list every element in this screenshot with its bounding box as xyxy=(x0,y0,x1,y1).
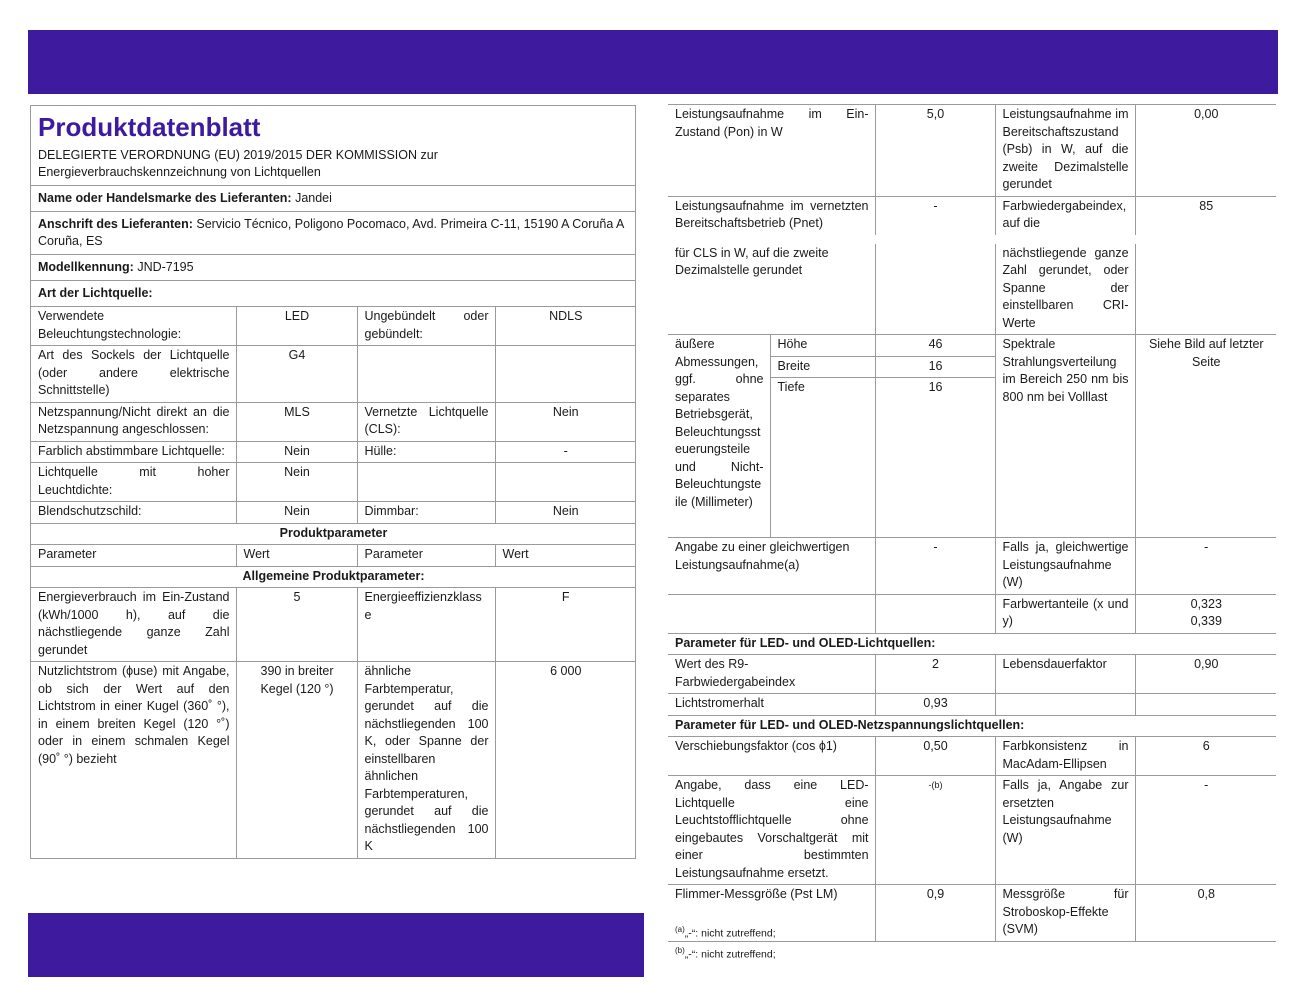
cell: 6 000 xyxy=(495,662,635,858)
table-row xyxy=(31,502,635,524)
cri-label-a: Farbwiedergabeindex, auf die xyxy=(995,196,1135,235)
bottom-banner xyxy=(28,913,644,977)
psb-label: Leistungsaufnahme im Bereitschaftszustand (Psb) in W, auf die zweite Dezimalstelle gerundet xyxy=(995,105,1135,197)
column-header: Wert xyxy=(495,545,635,567)
table-row xyxy=(668,105,1276,197)
footnote-b-text: „-“: nicht zutreffend; xyxy=(684,948,776,961)
svm-value: 0,8 xyxy=(1135,885,1276,942)
supplier-address-label: Anschrift des Lieferanten: xyxy=(38,217,193,231)
cell: Verwendete Beleuchtungstechnologie: xyxy=(31,307,236,346)
section-row xyxy=(668,715,1276,737)
section-row xyxy=(31,566,635,588)
table-row xyxy=(668,737,1276,776)
pnet-label-a: Leistungsaufnahme im vernetzten Bereitschaftsbetrieb (Pnet) xyxy=(668,196,875,235)
cell: ähnliche Farbtemperatur, gerundet auf die nächstliegenden 100 K, oder Spanne der einstellbaren ähnlichen Farbtemperaturen, gerundet auf die nächstliegenden 100 K xyxy=(357,662,495,858)
product-datasheet-right xyxy=(668,104,1276,942)
cell: Nein xyxy=(236,502,357,524)
cell: 390 in breiter Kegel (120 °) xyxy=(236,662,357,858)
cell: Art des Sockels der Lichtquelle (oder andere elektrische Schnittstelle) xyxy=(31,346,236,403)
cell: Hülle: xyxy=(357,441,495,463)
cell: G4 xyxy=(236,346,357,403)
cell: Netzspannung/Nicht direkt an die Netzspannung angeschlossen: xyxy=(31,402,236,441)
pon-label: Leistungsaufnahme im Ein-Zustand (Pon) in W xyxy=(668,105,875,197)
lifetime-label: Lebensdauerfaktor xyxy=(995,655,1135,694)
cell: Energieeffizienzklasse xyxy=(357,588,495,662)
dim-value: 16 xyxy=(875,378,995,538)
light-source-heading: Art der Lichtquelle: xyxy=(38,286,153,300)
consistency-value: 6 xyxy=(1135,737,1276,776)
product-datasheet-left xyxy=(30,105,636,859)
r9-label: Wert des R9-Farbwiedergabeindex xyxy=(668,655,875,694)
dim-name: Tiefe xyxy=(770,378,875,538)
cell: - xyxy=(495,441,635,463)
cell: F xyxy=(495,588,635,662)
cell xyxy=(995,694,1135,716)
table-row xyxy=(668,335,1276,357)
table-row xyxy=(31,307,635,346)
mains-parameters-heading: Parameter für LED- und OLED-Netzspannungslichtquellen: xyxy=(668,715,1276,737)
chroma-y: 0,339 xyxy=(1190,614,1222,628)
cell xyxy=(875,244,995,335)
led-parameters-heading: Parameter für LED- und OLED-Lichtquellen: xyxy=(668,633,1276,655)
supplier-address-value: Servicio Técnico, Poligono Pocomaco, Avd. Primeira C-11, 15190 A Coruña A Coruña, ES xyxy=(38,217,624,248)
pnet-value: - xyxy=(875,196,995,235)
shift-value: 0,50 xyxy=(875,737,995,776)
lumen-value: 0,93 xyxy=(875,694,995,716)
light-source-heading-row xyxy=(31,280,635,306)
section-row xyxy=(31,523,635,545)
footnote-a xyxy=(675,925,776,940)
shift-label: Verschiebungsfaktor (cos ϕ1) xyxy=(668,737,875,776)
svm-label: Messgröße für Stroboskop-Effekte (SVM) xyxy=(995,885,1135,942)
supplier-address-row xyxy=(31,211,635,254)
cri-value: 85 xyxy=(1135,196,1276,235)
chroma-x: 0,323 xyxy=(1190,596,1222,611)
pon-value: 5,0 xyxy=(875,105,995,197)
cell: Lichtquelle mit hoher Leuchtdichte: xyxy=(31,463,236,502)
dim-value: 46 xyxy=(875,335,995,357)
cell: Dimmbar: xyxy=(357,502,495,524)
parameters-table xyxy=(668,244,1276,942)
table-row xyxy=(668,538,1276,595)
replace-value: -(b) xyxy=(875,776,995,885)
column-header: Wert xyxy=(236,545,357,567)
cell xyxy=(1135,244,1276,335)
flicker-value: 0,9 xyxy=(875,885,995,942)
column-header: Parameter xyxy=(31,545,236,567)
cri-label-b: nächstliegende ganze Zahl gerundet, oder Spanne der einstellbaren CRI-Werte xyxy=(995,244,1135,335)
table-row xyxy=(668,776,1276,885)
cell: Nein xyxy=(236,463,357,502)
chroma-label: Farbwertanteile (x und y) xyxy=(995,594,1135,633)
model-row xyxy=(31,254,635,280)
cell: Nutzlichtstrom (ϕuse) mit Angabe, ob sich der Wert auf den Lichtstrom in einer Kugel (360˚ °), in einem breiten Kegel (120 °˚) oder in einem schmalen Kegel (90˚ °) bezieht xyxy=(31,662,236,858)
cell: Nein xyxy=(495,502,635,524)
supplier-name-value: Jandei xyxy=(295,191,332,205)
supplier-name-label: Name oder Handelsmarke des Lieferanten: xyxy=(38,191,292,205)
section-row xyxy=(668,633,1276,655)
pnet-label-b: für CLS in W, auf die zweite Dezimalstelle gerundet xyxy=(668,244,875,335)
equiv-label-text: Angabe zu einer gleichwertigen Leistungsaufnahme(a) xyxy=(675,540,850,572)
cell: MLS xyxy=(236,402,357,441)
cell: Ungebündelt oder gebündelt: xyxy=(357,307,495,346)
dimensions-label: äußere Abmessungen, ggf. ohne separates Betriebsgerät, Beleuchtungssteuerungsteile und Nicht-Beleuchtungsteile (Millimeter) xyxy=(668,335,770,538)
column-header: Parameter xyxy=(357,545,495,567)
consistency-label: Farbkonsistenz in MacAdam-Ellipsen xyxy=(995,737,1135,776)
cell: Energieverbrauch im Ein-Zustand (kWh/1000 h), auf die nächstliegende ganze Zahl gerundet xyxy=(31,588,236,662)
flicker-label: Flimmer-Messgröße (Pst LM) xyxy=(668,885,875,942)
table-row xyxy=(31,441,635,463)
cell xyxy=(495,463,635,502)
cell: Farblich abstimmbare Lichtquelle: xyxy=(31,441,236,463)
cell: Nein xyxy=(236,441,357,463)
table-row xyxy=(668,196,1276,235)
cell: Vernetzte Lichtquelle (CLS): xyxy=(357,402,495,441)
regulation-text: DELEGIERTE VERORDNUNG (EU) 2019/2015 DER KOMMISSION zur Energieverbrauchskennzeichnung von Lichtquellen xyxy=(38,148,438,179)
footnote-a-mark: (a) xyxy=(675,925,685,934)
page-title: Produktdatenblatt xyxy=(38,112,261,142)
footnote-b xyxy=(675,946,776,961)
spectral-value: Siehe Bild auf letzter Seite xyxy=(1135,335,1276,538)
spectral-label: Spektrale Strahlungsverteilung im Bereich 250 nm bis 800 nm bei Volllast xyxy=(995,335,1135,538)
table-row xyxy=(31,662,635,858)
table-row xyxy=(31,402,635,441)
footnote-b-mark: (b) xyxy=(675,946,685,955)
dim-value: 16 xyxy=(875,356,995,378)
psb-value: 0,00 xyxy=(1135,105,1276,197)
table-row xyxy=(668,594,1276,633)
dim-name: Breite xyxy=(770,356,875,378)
cell: NDLS xyxy=(495,307,635,346)
table-row xyxy=(31,588,635,662)
equiv-power-value: - xyxy=(1135,538,1276,595)
r9-value: 2 xyxy=(875,655,995,694)
equiv-value: - xyxy=(875,538,995,595)
cell xyxy=(875,594,995,633)
replace-label: Angabe, dass eine LED-Lichtquelle eine Leuchtstofflichtquelle ohne eingebautes Vorschaltgerät mit einer bestimmten Leistungsaufnahme ersetzt. xyxy=(668,776,875,885)
supplier-name-row xyxy=(31,185,635,211)
replace-power-value: - xyxy=(1135,776,1276,885)
cell xyxy=(668,594,875,633)
top-banner xyxy=(28,30,1278,94)
light-source-table xyxy=(31,306,635,858)
chroma-values xyxy=(1135,594,1276,633)
power-table-top xyxy=(668,104,1276,235)
cell: Nein xyxy=(495,402,635,441)
model-value: JND-7195 xyxy=(137,260,194,274)
general-parameters-heading: Allgemeine Produktparameter: xyxy=(31,566,635,588)
equiv-label xyxy=(668,538,875,595)
model-label: Modellkennung: xyxy=(38,260,134,274)
product-parameters-heading: Produktparameter xyxy=(31,523,635,545)
table-header-row xyxy=(31,545,635,567)
table-row xyxy=(31,463,635,502)
dim-name: Höhe xyxy=(770,335,875,357)
table-row xyxy=(668,694,1276,716)
cell: LED xyxy=(236,307,357,346)
cell xyxy=(357,463,495,502)
cell xyxy=(495,346,635,403)
lifetime-value: 0,90 xyxy=(1135,655,1276,694)
cell xyxy=(357,346,495,403)
table-row xyxy=(31,346,635,403)
lumen-label: Lichtstromerhalt xyxy=(668,694,875,716)
equiv-power-label: Falls ja, gleichwertige Leistungsaufnahme (W) xyxy=(995,538,1135,595)
table-row xyxy=(668,655,1276,694)
replace-power-label: Falls ja, Angabe zur ersetzten Leistungsaufnahme (W) xyxy=(995,776,1135,885)
table-row xyxy=(668,244,1276,335)
cell: Blendschutzschild: xyxy=(31,502,236,524)
cell: 5 xyxy=(236,588,357,662)
cell xyxy=(1135,694,1276,716)
footnote-a-text: „-“: nicht zutreffend; xyxy=(684,927,776,940)
